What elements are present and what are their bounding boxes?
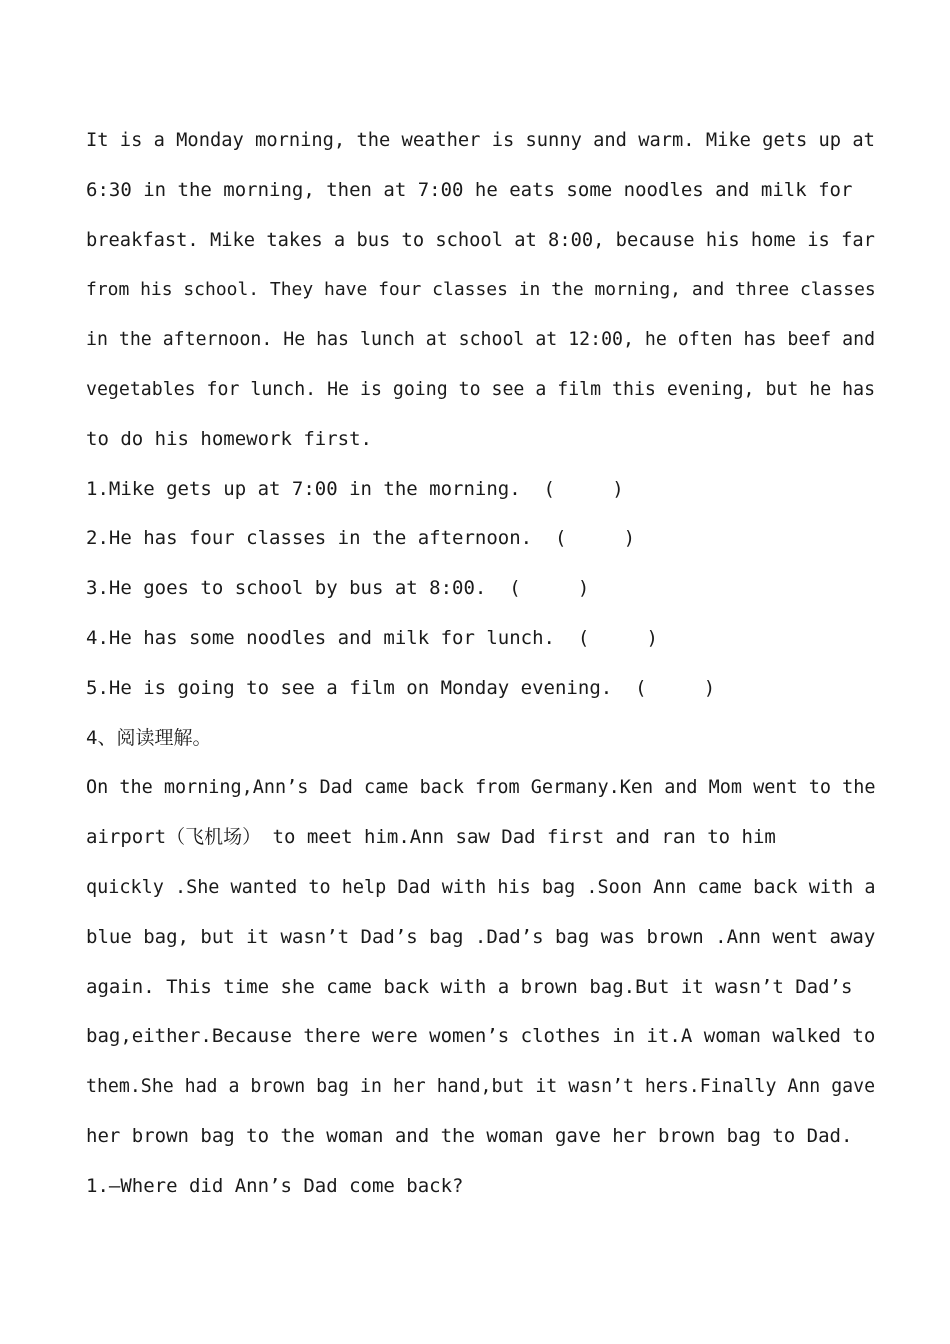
passage-2-line: On the morning,Ann’s Dad came back from Germany.Ken and Mom went to the (86, 777, 876, 799)
passage-1-line: It is a Monday morning, the weather is sunny and warm. Mike gets up at (86, 130, 875, 151)
passage-1-line: to do his homework first. (86, 427, 372, 450)
passage-1-line: 6:30 in the morning, then at 7:00 he eats some noodles and milk for (86, 178, 853, 201)
question-list-1 (86, 465, 866, 714)
passage-2-line: bag,either.Because there were women’s clothes in it.A woman walked to (86, 1025, 876, 1048)
passage-2-line: quickly .She wanted to help Dad with his bag .Soon Ann came back with a (86, 876, 876, 898)
section-4-heading: 4、阅读理解。 (86, 726, 212, 749)
passage-2-line: blue bag, but it wasn’t Dad’s bag .Dad’s bag was brown .Ann went away (86, 925, 876, 948)
document-page (86, 116, 876, 1212)
passage-1-line: breakfast. Mike takes a bus to school at 8:00, because his home is far (86, 229, 875, 251)
passage-1 (86, 116, 876, 465)
passage-2-line: them.She had a brown bag in her hand,but it wasn’t hers.Finally Ann gave (86, 1076, 876, 1098)
passage-1-line: vegetables for lunch. He is going to see a film this evening, but he has (86, 378, 876, 400)
question-list-2 (86, 1162, 866, 1212)
question-item: 1.Mike gets up at 7:00 in the morning. ( ) (86, 477, 624, 500)
passage-2 (86, 763, 876, 1161)
question-item: 2.He has four classes in the afternoon. ( ) (86, 527, 636, 550)
passage-2-line: her brown bag to the woman and the woman gave her brown bag to Dad. (86, 1124, 853, 1147)
passage-2-line: again. This time she came back with a brown bag.But it wasn’t Dad’s (86, 975, 853, 998)
passage-1-line: from his school. They have four classes in the morning, and three classes (86, 279, 876, 301)
question-item: 3.He goes to school by bus at 8:00. ( ) (86, 577, 590, 600)
passage-2-line: airport（飞机场） to meet him.Ann saw Dad first and ran to him (86, 826, 776, 849)
question-item: 4.He has some noodles and milk for lunch. ( ) (86, 626, 658, 649)
question-item: 1.—Where did Ann’s Dad come back? (86, 1174, 464, 1197)
question-item: 5.He is going to see a film on Monday evening. ( ) (86, 676, 716, 699)
passage-1-line: in the afternoon. He has lunch at school at 12:00, he often has beef and (86, 329, 876, 351)
